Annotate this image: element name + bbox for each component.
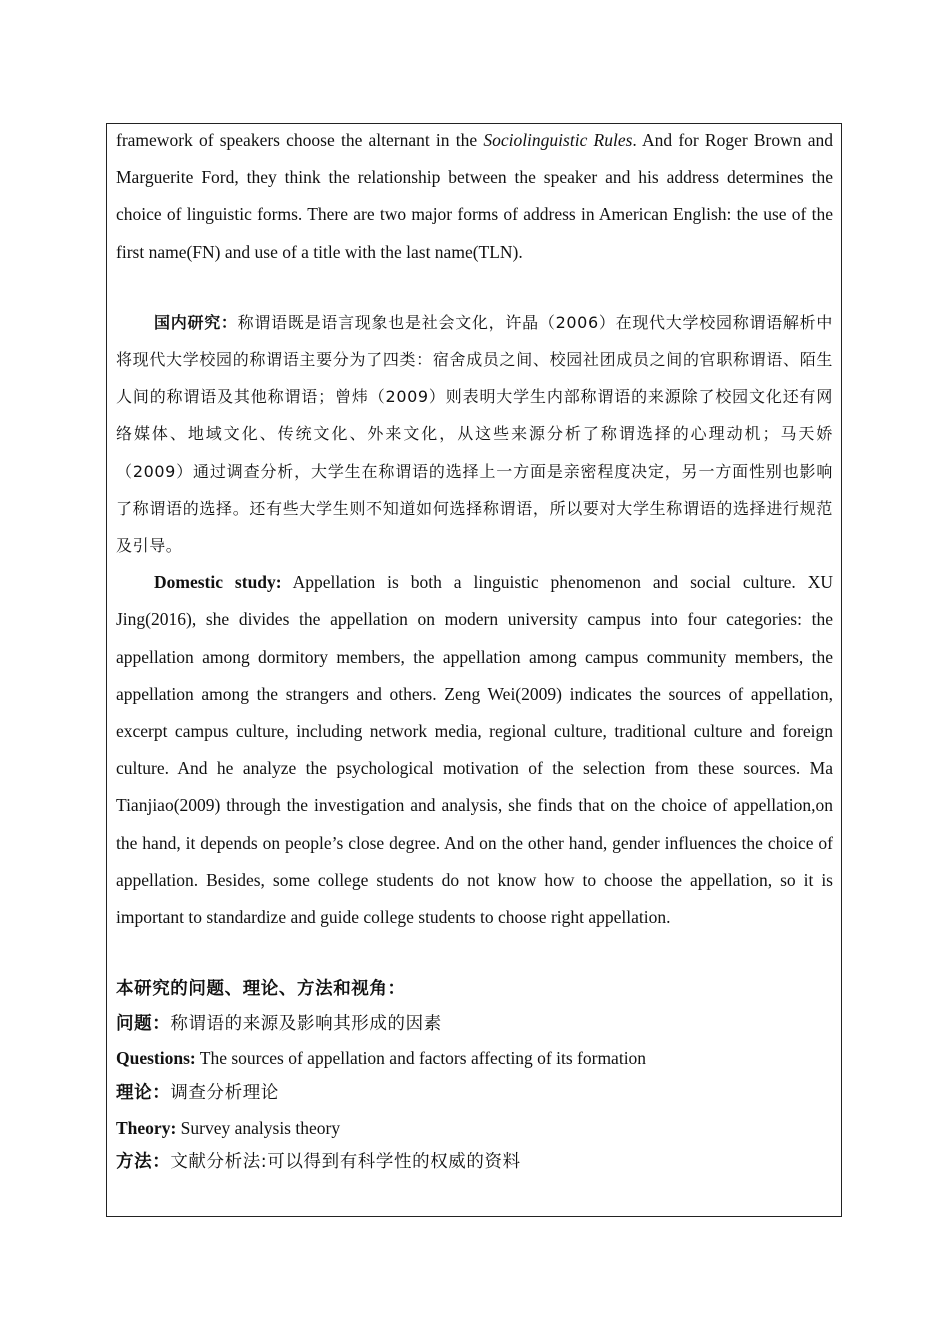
theory-cn-label: 理论： [116, 1083, 171, 1104]
domestic-study-en-label: Domestic study: [154, 572, 282, 593]
theory-en-label: Theory: [116, 1117, 177, 1138]
method-cn-label: 方法： [116, 1152, 171, 1173]
intro-paragraph [116, 122, 833, 271]
method-cn-text: 文献分析法:可以得到有科学性的权威的资料 [170, 1152, 521, 1173]
spacer [116, 936, 833, 972]
domestic-research-cn-label: 国内研究： [154, 312, 238, 332]
cell-content [116, 124, 833, 1180]
questions-cn-label: 问题： [116, 1013, 171, 1034]
section-heading [116, 972, 833, 1007]
sociolinguistic-rules-title: Sociolinguistic Rules [483, 130, 633, 150]
domestic-study-en-paragraph [116, 564, 833, 936]
questions-en-line [116, 1041, 833, 1076]
intro-text-rest: . And for Roger Brown and Marguerite Ford, they think the relationship between the speaker and his address determines the choice of linguistic forms. There are two major forms of address in American English: the use of the first name(FN) and use of a title with the last name(TLN). [116, 130, 833, 262]
theory-en-text: Survey analysis theory [176, 1117, 341, 1138]
questions-en-label: Questions: [116, 1048, 196, 1069]
theory-cn-text: 调查分析理论 [170, 1083, 279, 1104]
theory-cn-line [116, 1076, 833, 1111]
method-cn-line [116, 1145, 833, 1180]
questions-cn-line [116, 1007, 833, 1042]
content-table-cell [106, 123, 842, 1217]
domestic-study-en-text: Appellation is both a linguistic phenomenon and social culture. XU Jing(2016), she divides the appellation on modern university campus into four categories: the appellation among dormitory members, the appellation among campus community members, the appellation among the strangers and others. Zeng Wei(2009) indicates the sources of appellation, excerpt campus culture, including network media, regional culture, traditional culture and foreign culture. And he analyze the psychological motivation of the selection from these sources. Ma Tianjiao(2009) through the investigation and analysis, she finds that on the choice of appellation,on the hand, it depends on people’s close degree. And on the other hand, gender influences the choice of appellation. Besides, some college students do not know how to choose the appellation, so it is important to standardize and guide college students to choose right appellation. [116, 572, 833, 928]
spacer [116, 271, 833, 304]
domestic-research-cn-paragraph [116, 304, 833, 564]
section-heading-text: 本研究的问题、理论、方法和视角： [116, 979, 406, 1000]
questions-en-text: The sources of appellation and factors affecting of its formation [195, 1048, 647, 1069]
domestic-research-cn-text: 称谓语既是语言现象也是社会文化，许晶（2006）在现代大学校园称谓语解析中将现代大学校园的称谓语主要分为了四类：宿舍成员之间、校园社团成员之间的官职称谓语、陌生人间的称谓语及其他称谓语；曾炜（2009）则表明大学生内部称谓语的来源除了校园文化还有网络媒体、地域文化、传统文化、外来文化，从这些来源分析了称谓选择的心理动机；马天娇（2009）通过调查分析，大学生在称谓语的选择上一方面是亲密程度决定，另一方面性别也影响了称谓语的选择。还有些大学生则不知道如何选择称谓语，所以要对大学生称谓语的选择进行规范及引导。 [116, 312, 833, 556]
theory-en-line [116, 1111, 833, 1146]
intro-text-start: framework of speakers choose the alternant in the [116, 130, 484, 150]
questions-cn-text: 称谓语的来源及影响其形成的因素 [170, 1013, 442, 1034]
